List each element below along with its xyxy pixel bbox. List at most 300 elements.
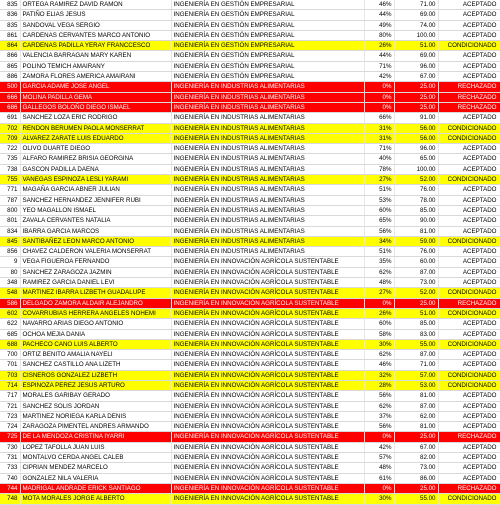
cell-score: 78.00 bbox=[394, 195, 438, 205]
cell-program: INGENIERÍA EN GESTIÓN EMPRESARIAL bbox=[171, 72, 364, 82]
cell-score: 56.00 bbox=[394, 133, 438, 143]
cell-name: LOPEZ TAFOLLA JUAN LUIS bbox=[20, 442, 171, 452]
cell-status: CONDICIONADO bbox=[438, 133, 500, 143]
cell-score: 53.00 bbox=[394, 380, 438, 390]
cell-name: SANDOVAL VEGA SERGIO bbox=[20, 20, 171, 30]
table-row[interactable] bbox=[0, 144, 500, 154]
cell-id: 721 bbox=[0, 401, 20, 411]
cell-program: INGENIERÍA EN GESTIÓN EMPRESARIAL bbox=[171, 20, 364, 30]
cell-percentage: 60% bbox=[364, 205, 394, 215]
cell-status: CONDICIONADO bbox=[438, 288, 500, 298]
cell-score: 83.00 bbox=[394, 329, 438, 339]
cell-score: 87.00 bbox=[394, 267, 438, 277]
cell-status: ACEPTADO bbox=[438, 205, 500, 215]
cell-name: ALVAREZ ZARATE LUIS EDUARDO bbox=[20, 133, 171, 143]
cell-program: INGENIERÍA EN INDUSTRIAS ALIMENTARIAS bbox=[171, 92, 364, 102]
cell-percentage: 71% bbox=[364, 61, 394, 71]
cell-status: ACEPTADO bbox=[438, 442, 500, 452]
cell-status: CONDICIONADO bbox=[438, 308, 500, 318]
table-row[interactable] bbox=[0, 185, 500, 195]
cell-name: MOTA MORALES JORGE ALBERTO bbox=[20, 494, 171, 504]
cell-name: SANCHEZ SOLIS JORDAN bbox=[20, 401, 171, 411]
cell-score: 25.00 bbox=[394, 102, 438, 112]
table-row[interactable] bbox=[0, 164, 500, 174]
table-row[interactable] bbox=[0, 432, 500, 442]
cell-program: INGENIERÍA EN INNOVACIÓN AGRÍCOLA SUSTENTABLE bbox=[171, 401, 364, 411]
cell-program: INGENIERÍA EN INDUSTRIAS ALIMENTARIAS bbox=[171, 144, 364, 154]
cell-id: 586 bbox=[0, 298, 20, 308]
table-row[interactable] bbox=[0, 463, 500, 473]
cell-id: 755 bbox=[0, 175, 20, 185]
cell-score: 85.00 bbox=[394, 205, 438, 215]
cell-id: 738 bbox=[0, 164, 20, 174]
cell-program: INGENIERÍA EN INNOVACIÓN AGRÍCOLA SUSTENTABLE bbox=[171, 288, 364, 298]
cell-name: PACHECO CANO LUIS ALBERTO bbox=[20, 339, 171, 349]
cell-name: CHAVEZ CALDERON VALERIA MONSERRAT bbox=[20, 247, 171, 257]
cell-status: CONDICIONADO bbox=[438, 494, 500, 504]
cell-status: ACEPTADO bbox=[438, 319, 500, 329]
cell-percentage: 62% bbox=[364, 350, 394, 360]
cell-program: INGENIERÍA EN INNOVACIÓN AGRÍCOLA SUSTENTABLE bbox=[171, 380, 364, 390]
cell-percentage: 56% bbox=[364, 391, 394, 401]
cell-name: CISNEROS GONZALEZ LIZBETH bbox=[20, 370, 171, 380]
cell-status: CONDICIONADO bbox=[438, 41, 500, 51]
cell-id: 845 bbox=[0, 236, 20, 246]
cell-program: INGENIERÍA EN INDUSTRIAS ALIMENTARIAS bbox=[171, 123, 364, 133]
cell-program: INGENIERÍA EN INNOVACIÓN AGRÍCOLA SUSTENTABLE bbox=[171, 463, 364, 473]
cell-score: 25.00 bbox=[394, 483, 438, 493]
cell-id: 725 bbox=[0, 432, 20, 442]
cell-id: 864 bbox=[0, 41, 20, 51]
cell-program: INGENIERÍA EN INNOVACIÓN AGRÍCOLA SUSTENTABLE bbox=[171, 257, 364, 267]
cell-program: INGENIERÍA EN INDUSTRIAS ALIMENTARIAS bbox=[171, 195, 364, 205]
cell-status: RECHAZADO bbox=[438, 82, 500, 92]
cell-score: 25.00 bbox=[394, 432, 438, 442]
cell-name: ZAVALA CERVANTES NATALIA bbox=[20, 216, 171, 226]
table-row[interactable] bbox=[0, 0, 500, 10]
cell-score: 100.00 bbox=[394, 30, 438, 40]
cell-program: INGENIERÍA EN INDUSTRIAS ALIMENTARIAS bbox=[171, 102, 364, 112]
table-row[interactable] bbox=[0, 391, 500, 401]
cell-score: 51.00 bbox=[394, 308, 438, 318]
table-row[interactable] bbox=[0, 175, 500, 185]
cell-id: 714 bbox=[0, 380, 20, 390]
cell-score: 86.00 bbox=[394, 473, 438, 483]
table-row[interactable] bbox=[0, 401, 500, 411]
table-row[interactable] bbox=[0, 30, 500, 40]
table-row[interactable] bbox=[0, 236, 500, 246]
cell-program: INGENIERÍA EN INNOVACIÓN AGRÍCOLA SUSTENTABLE bbox=[171, 391, 364, 401]
cell-score: 76.00 bbox=[394, 185, 438, 195]
cell-status: ACEPTADO bbox=[438, 278, 500, 288]
cell-id: 748 bbox=[0, 494, 20, 504]
cell-id: 691 bbox=[0, 113, 20, 123]
cell-score: 52.00 bbox=[394, 175, 438, 185]
cell-percentage: 42% bbox=[364, 442, 394, 452]
cell-score: 69.00 bbox=[394, 10, 438, 20]
cell-name: SANCHEZ LOZA ERIC RODRIGO bbox=[20, 113, 171, 123]
cell-score: 74.00 bbox=[394, 20, 438, 30]
cell-percentage: 26% bbox=[364, 41, 394, 51]
cell-status: ACEPTADO bbox=[438, 329, 500, 339]
cell-percentage: 40% bbox=[364, 154, 394, 164]
cell-percentage: 37% bbox=[364, 411, 394, 421]
cell-percentage: 48% bbox=[364, 463, 394, 473]
cell-name: GARCIA ADAME JOSE ANGEL bbox=[20, 82, 171, 92]
table-row[interactable] bbox=[0, 82, 500, 92]
table-row[interactable] bbox=[0, 350, 500, 360]
cell-status: RECHAZADO bbox=[438, 432, 500, 442]
cell-id: 703 bbox=[0, 370, 20, 380]
cell-percentage: 34% bbox=[364, 236, 394, 246]
cell-percentage: 56% bbox=[364, 422, 394, 432]
table-row[interactable] bbox=[0, 92, 500, 102]
cell-percentage: 62% bbox=[364, 267, 394, 277]
cell-status: ACEPTADO bbox=[438, 401, 500, 411]
cell-status: RECHAZADO bbox=[438, 102, 500, 112]
cell-score: 67.00 bbox=[394, 72, 438, 82]
cell-percentage: 0% bbox=[364, 432, 394, 442]
table-row[interactable] bbox=[0, 226, 500, 236]
cell-program: INGENIERÍA EN INDUSTRIAS ALIMENTARIAS bbox=[171, 154, 364, 164]
cell-id: 740 bbox=[0, 473, 20, 483]
cell-id: 865 bbox=[0, 61, 20, 71]
cell-program: INGENIERÍA EN INNOVACIÓN AGRÍCOLA SUSTENTABLE bbox=[171, 350, 364, 360]
cell-status: ACEPTADO bbox=[438, 350, 500, 360]
cell-percentage: 78% bbox=[364, 164, 394, 174]
cell-status: ACEPTADO bbox=[438, 453, 500, 463]
cell-status: ACEPTADO bbox=[438, 113, 500, 123]
cell-name: IBARRA GARCIA MARCOS bbox=[20, 226, 171, 236]
cell-score: 67.00 bbox=[394, 442, 438, 452]
cell-percentage: 51% bbox=[364, 185, 394, 195]
cell-program: INGENIERÍA EN INNOVACIÓN AGRÍCOLA SUSTENTABLE bbox=[171, 422, 364, 432]
cell-id: 800 bbox=[0, 205, 20, 215]
table-row[interactable] bbox=[0, 10, 500, 20]
cell-status: CONDICIONADO bbox=[438, 339, 500, 349]
cell-name: ALFARO RAMIREZ BRISIA GEORGINA bbox=[20, 154, 171, 164]
table-row[interactable] bbox=[0, 257, 500, 267]
cell-program: INGENIERÍA EN GESTIÓN EMPRESARIAL bbox=[171, 30, 364, 40]
cell-name: PATIÑO ELIAS JESUS bbox=[20, 10, 171, 20]
table-row[interactable] bbox=[0, 154, 500, 164]
cell-id: 722 bbox=[0, 144, 20, 154]
cell-status: ACEPTADO bbox=[438, 411, 500, 421]
table-row[interactable] bbox=[0, 288, 500, 298]
cell-status: ACEPTADO bbox=[438, 144, 500, 154]
cell-status: ACEPTADO bbox=[438, 360, 500, 370]
table-row[interactable] bbox=[0, 308, 500, 318]
table-row[interactable] bbox=[0, 411, 500, 421]
cell-score: 100.00 bbox=[394, 164, 438, 174]
cell-name: RAMIREZ GARCIA DANIEL LEVI bbox=[20, 278, 171, 288]
cell-percentage: 62% bbox=[364, 401, 394, 411]
cell-program: INGENIERÍA EN INNOVACIÓN AGRÍCOLA SUSTENTABLE bbox=[171, 432, 364, 442]
cell-score: 87.00 bbox=[394, 350, 438, 360]
cell-score: 60.00 bbox=[394, 257, 438, 267]
cell-id: 730 bbox=[0, 442, 20, 452]
table-row[interactable] bbox=[0, 51, 500, 61]
cell-program: INGENIERÍA EN INDUSTRIAS ALIMENTARIAS bbox=[171, 205, 364, 215]
cell-name: MARTINEZ NORIEGA KARLA DENIS bbox=[20, 411, 171, 421]
cell-score: 96.00 bbox=[394, 61, 438, 71]
cell-name: COVARRUBIAS HERRERA ANGELES NOHEMI bbox=[20, 308, 171, 318]
cell-id: 702 bbox=[0, 123, 20, 133]
cell-id: 622 bbox=[0, 319, 20, 329]
cell-program: INGENIERÍA EN INNOVACIÓN AGRÍCOLA SUSTENTABLE bbox=[171, 494, 364, 504]
cell-score: 91.00 bbox=[394, 113, 438, 123]
cell-name: ESPINOZA PEREZ JESUS ARTURO bbox=[20, 380, 171, 390]
cell-program: INGENIERÍA EN INDUSTRIAS ALIMENTARIAS bbox=[171, 247, 364, 257]
cell-program: INGENIERÍA EN INDUSTRIAS ALIMENTARIAS bbox=[171, 226, 364, 236]
cell-status: ACEPTADO bbox=[438, 61, 500, 71]
table-row[interactable] bbox=[0, 278, 500, 288]
cell-program: INGENIERÍA EN INNOVACIÓN AGRÍCOLA SUSTENTABLE bbox=[171, 339, 364, 349]
cell-status: RECHAZADO bbox=[438, 92, 500, 102]
cell-score: 73.00 bbox=[394, 463, 438, 473]
table-row[interactable] bbox=[0, 20, 500, 30]
table-row[interactable] bbox=[0, 483, 500, 493]
cell-program: INGENIERÍA EN INDUSTRIAS ALIMENTARIAS bbox=[171, 216, 364, 226]
table-row[interactable] bbox=[0, 453, 500, 463]
cell-score: 51.00 bbox=[394, 41, 438, 51]
cell-percentage: 26% bbox=[364, 308, 394, 318]
table-row[interactable] bbox=[0, 195, 500, 205]
table-row[interactable] bbox=[0, 123, 500, 133]
cell-name: ZARAGOZA PIMENTEL ANDRES ARMANDO bbox=[20, 422, 171, 432]
cell-id: 771 bbox=[0, 185, 20, 195]
cell-score: 82.00 bbox=[394, 453, 438, 463]
cell-program: INGENIERÍA EN INNOVACIÓN AGRÍCOLA SUSTENTABLE bbox=[171, 360, 364, 370]
cell-percentage: 56% bbox=[364, 226, 394, 236]
cell-name: MORALES GARIBAY GERADO bbox=[20, 391, 171, 401]
cell-program: INGENIERÍA EN INDUSTRIAS ALIMENTARIAS bbox=[171, 113, 364, 123]
cell-status: ACEPTADO bbox=[438, 257, 500, 267]
table-row[interactable] bbox=[0, 133, 500, 143]
cell-status: RECHAZADO bbox=[438, 483, 500, 493]
cell-status: RECHAZADO bbox=[438, 298, 500, 308]
cell-percentage: 61% bbox=[364, 473, 394, 483]
cell-id: 717 bbox=[0, 391, 20, 401]
cell-name: OLIVO DUARTE DIEGO bbox=[20, 144, 171, 154]
cell-program: INGENIERÍA EN GESTIÓN EMPRESARIAL bbox=[171, 41, 364, 51]
cell-percentage: 53% bbox=[364, 195, 394, 205]
cell-id: 735 bbox=[0, 154, 20, 164]
cell-score: 25.00 bbox=[394, 298, 438, 308]
cell-percentage: 42% bbox=[364, 72, 394, 82]
cell-id: 688 bbox=[0, 339, 20, 349]
cell-id: 548 bbox=[0, 288, 20, 298]
cell-score: 81.00 bbox=[394, 391, 438, 401]
table-row[interactable] bbox=[0, 473, 500, 483]
cell-id: 724 bbox=[0, 422, 20, 432]
cell-program: INGENIERÍA EN INDUSTRIAS ALIMENTARIAS bbox=[171, 133, 364, 143]
cell-id: 787 bbox=[0, 195, 20, 205]
cell-name: YEO MAGALLON ISMAEL bbox=[20, 205, 171, 215]
cell-percentage: 0% bbox=[364, 298, 394, 308]
cell-name: VANEGAS ESPINOZA LESLI YARAMI bbox=[20, 175, 171, 185]
cell-name: MAGAÑA GARCIA ABNER JULIAN bbox=[20, 185, 171, 195]
cell-score: 96.00 bbox=[394, 144, 438, 154]
cell-score: 87.00 bbox=[394, 401, 438, 411]
cell-name: SANCHEZ CASTILLO ANA LIZETH bbox=[20, 360, 171, 370]
cell-id: 723 bbox=[0, 411, 20, 421]
table-row[interactable] bbox=[0, 267, 500, 277]
table-row[interactable] bbox=[0, 329, 500, 339]
cell-score: 56.00 bbox=[394, 123, 438, 133]
cell-id: 836 bbox=[0, 10, 20, 20]
cell-id: 500 bbox=[0, 82, 20, 92]
cell-status: ACEPTADO bbox=[438, 226, 500, 236]
cell-name: SANCHEZ ZARAGOZA JAZMIN bbox=[20, 267, 171, 277]
cell-percentage: 27% bbox=[364, 288, 394, 298]
cell-program: INGENIERÍA EN INDUSTRIAS ALIMENTARIAS bbox=[171, 236, 364, 246]
cell-score: 25.00 bbox=[394, 82, 438, 92]
table-row[interactable] bbox=[0, 205, 500, 215]
cell-id: 700 bbox=[0, 350, 20, 360]
cell-name: RENDON BERUMEN PAOLA MONSERRAT bbox=[20, 123, 171, 133]
cell-id: 80 bbox=[0, 267, 20, 277]
cell-score: 76.00 bbox=[394, 247, 438, 257]
cell-percentage: 66% bbox=[364, 113, 394, 123]
cell-id: 731 bbox=[0, 453, 20, 463]
cell-percentage: 30% bbox=[364, 339, 394, 349]
cell-id: 856 bbox=[0, 247, 20, 257]
cell-program: INGENIERÍA EN INDUSTRIAS ALIMENTARIAS bbox=[171, 82, 364, 92]
cell-status: ACEPTADO bbox=[438, 72, 500, 82]
cell-program: INGENIERÍA EN INNOVACIÓN AGRÍCOLA SUSTENTABLE bbox=[171, 308, 364, 318]
cell-score: 57.00 bbox=[394, 370, 438, 380]
cell-status: CONDICIONADO bbox=[438, 236, 500, 246]
cell-program: INGENIERÍA EN GESTIÓN EMPRESARIAL bbox=[171, 61, 364, 71]
table-row[interactable] bbox=[0, 442, 500, 452]
table-row[interactable] bbox=[0, 360, 500, 370]
cell-status: ACEPTADO bbox=[438, 391, 500, 401]
table-row[interactable] bbox=[0, 422, 500, 432]
table-row[interactable] bbox=[0, 61, 500, 71]
cell-percentage: 51% bbox=[364, 247, 394, 257]
cell-status: ACEPTADO bbox=[438, 195, 500, 205]
cell-score: 62.00 bbox=[394, 411, 438, 421]
table-row[interactable] bbox=[0, 72, 500, 82]
cell-name: MADRIGAL ANDRADE ERICK SANTIAGO bbox=[20, 483, 171, 493]
cell-percentage: 57% bbox=[364, 453, 394, 463]
table-row[interactable] bbox=[0, 370, 500, 380]
cell-percentage: 28% bbox=[364, 380, 394, 390]
table-row[interactable] bbox=[0, 41, 500, 51]
table-row[interactable] bbox=[0, 339, 500, 349]
cell-id: 886 bbox=[0, 72, 20, 82]
cell-percentage: 32% bbox=[364, 370, 394, 380]
cell-percentage: 80% bbox=[364, 30, 394, 40]
table-row[interactable] bbox=[0, 102, 500, 112]
cell-program: INGENIERÍA EN INNOVACIÓN AGRÍCOLA SUSTENTABLE bbox=[171, 370, 364, 380]
cell-status: ACEPTADO bbox=[438, 216, 500, 226]
cell-id: 834 bbox=[0, 226, 20, 236]
cell-program: INGENIERÍA EN INDUSTRIAS ALIMENTARIAS bbox=[171, 164, 364, 174]
cell-status: ACEPTADO bbox=[438, 422, 500, 432]
cell-program: INGENIERÍA EN INNOVACIÓN AGRÍCOLA SUSTENTABLE bbox=[171, 278, 364, 288]
cell-percentage: 60% bbox=[364, 319, 394, 329]
cell-status: ACEPTADO bbox=[438, 0, 500, 10]
cell-status: ACEPTADO bbox=[438, 247, 500, 257]
cell-percentage: 0% bbox=[364, 483, 394, 493]
cell-status: ACEPTADO bbox=[438, 473, 500, 483]
cell-score: 71.00 bbox=[394, 0, 438, 10]
cell-id: 666 bbox=[0, 92, 20, 102]
cell-name: CARDENAS CERVANTES MARCO ANTONIO bbox=[20, 30, 171, 40]
cell-percentage: 30% bbox=[364, 494, 394, 504]
cell-id: 602 bbox=[0, 308, 20, 318]
cell-program: INGENIERÍA EN GESTIÓN EMPRESARIAL bbox=[171, 10, 364, 20]
cell-program: INGENIERÍA EN GESTIÓN EMPRESARIAL bbox=[171, 0, 364, 10]
cell-id: 709 bbox=[0, 133, 20, 143]
table-row[interactable] bbox=[0, 298, 500, 308]
cell-status: CONDICIONADO bbox=[438, 123, 500, 133]
cell-status: ACEPTADO bbox=[438, 463, 500, 473]
cell-program: INGENIERÍA EN INNOVACIÓN AGRÍCOLA SUSTENTABLE bbox=[171, 453, 364, 463]
cell-status: ACEPTADO bbox=[438, 30, 500, 40]
table-row[interactable] bbox=[0, 380, 500, 390]
cell-program: INGENIERÍA EN INNOVACIÓN AGRÍCOLA SUSTENTABLE bbox=[171, 473, 364, 483]
cell-name: GALLEGOS BOLOÑO DIEGO ISMAEL bbox=[20, 102, 171, 112]
cell-name: ZAMORA FLORES AMERICA AMAIRANI bbox=[20, 72, 171, 82]
cell-name: DELGADO ZAMORA ALDAIR ALEJANDRO bbox=[20, 298, 171, 308]
cell-name: MOLINA PADILLA GEMA bbox=[20, 92, 171, 102]
cell-id: 835 bbox=[0, 0, 20, 10]
cell-id: 733 bbox=[0, 463, 20, 473]
cell-id: 801 bbox=[0, 216, 20, 226]
table-row[interactable] bbox=[0, 319, 500, 329]
cell-program: INGENIERÍA EN GESTIÓN EMPRESARIAL bbox=[171, 51, 364, 61]
cell-id: 861 bbox=[0, 30, 20, 40]
table-row[interactable] bbox=[0, 216, 500, 226]
cell-name: MARTINEZ IBARRA LIZBETH GUADALUPE bbox=[20, 288, 171, 298]
cell-score: 59.00 bbox=[394, 236, 438, 246]
cell-name: CARDENAS PADILLA YERAY FRANCCESCO bbox=[20, 41, 171, 51]
cell-score: 71.00 bbox=[394, 360, 438, 370]
cell-id: 685 bbox=[0, 329, 20, 339]
cell-score: 90.00 bbox=[394, 216, 438, 226]
cell-percentage: 65% bbox=[364, 216, 394, 226]
table-row[interactable] bbox=[0, 247, 500, 257]
table-row[interactable] bbox=[0, 494, 500, 504]
cell-status: CONDICIONADO bbox=[438, 175, 500, 185]
cell-name: GONZALEZ NILA VALERIA bbox=[20, 473, 171, 483]
table-row[interactable] bbox=[0, 113, 500, 123]
cell-program: INGENIERÍA EN INDUSTRIAS ALIMENTARIAS bbox=[171, 185, 364, 195]
cell-score: 25.00 bbox=[394, 92, 438, 102]
cell-name: VALENCIA BARRAGAN MARY KAREN bbox=[20, 51, 171, 61]
cell-percentage: 0% bbox=[364, 92, 394, 102]
cell-percentage: 0% bbox=[364, 82, 394, 92]
cell-name: MONTALVO CERDA ANGEL CALEB bbox=[20, 453, 171, 463]
cell-percentage: 0% bbox=[364, 102, 394, 112]
cell-program: INGENIERÍA EN INNOVACIÓN AGRÍCOLA SUSTENTABLE bbox=[171, 329, 364, 339]
cell-score: 69.00 bbox=[394, 51, 438, 61]
cell-id: 866 bbox=[0, 51, 20, 61]
cell-percentage: 31% bbox=[364, 123, 394, 133]
cell-percentage: 27% bbox=[364, 175, 394, 185]
cell-name: POLINO TEMICH AMAIRANY bbox=[20, 61, 171, 71]
cell-id: 686 bbox=[0, 102, 20, 112]
cell-score: 81.00 bbox=[394, 422, 438, 432]
cell-status: ACEPTADO bbox=[438, 164, 500, 174]
cell-score: 65.00 bbox=[394, 154, 438, 164]
cell-score: 81.00 bbox=[394, 226, 438, 236]
cell-percentage: 49% bbox=[364, 20, 394, 30]
cell-status: ACEPTADO bbox=[438, 20, 500, 30]
